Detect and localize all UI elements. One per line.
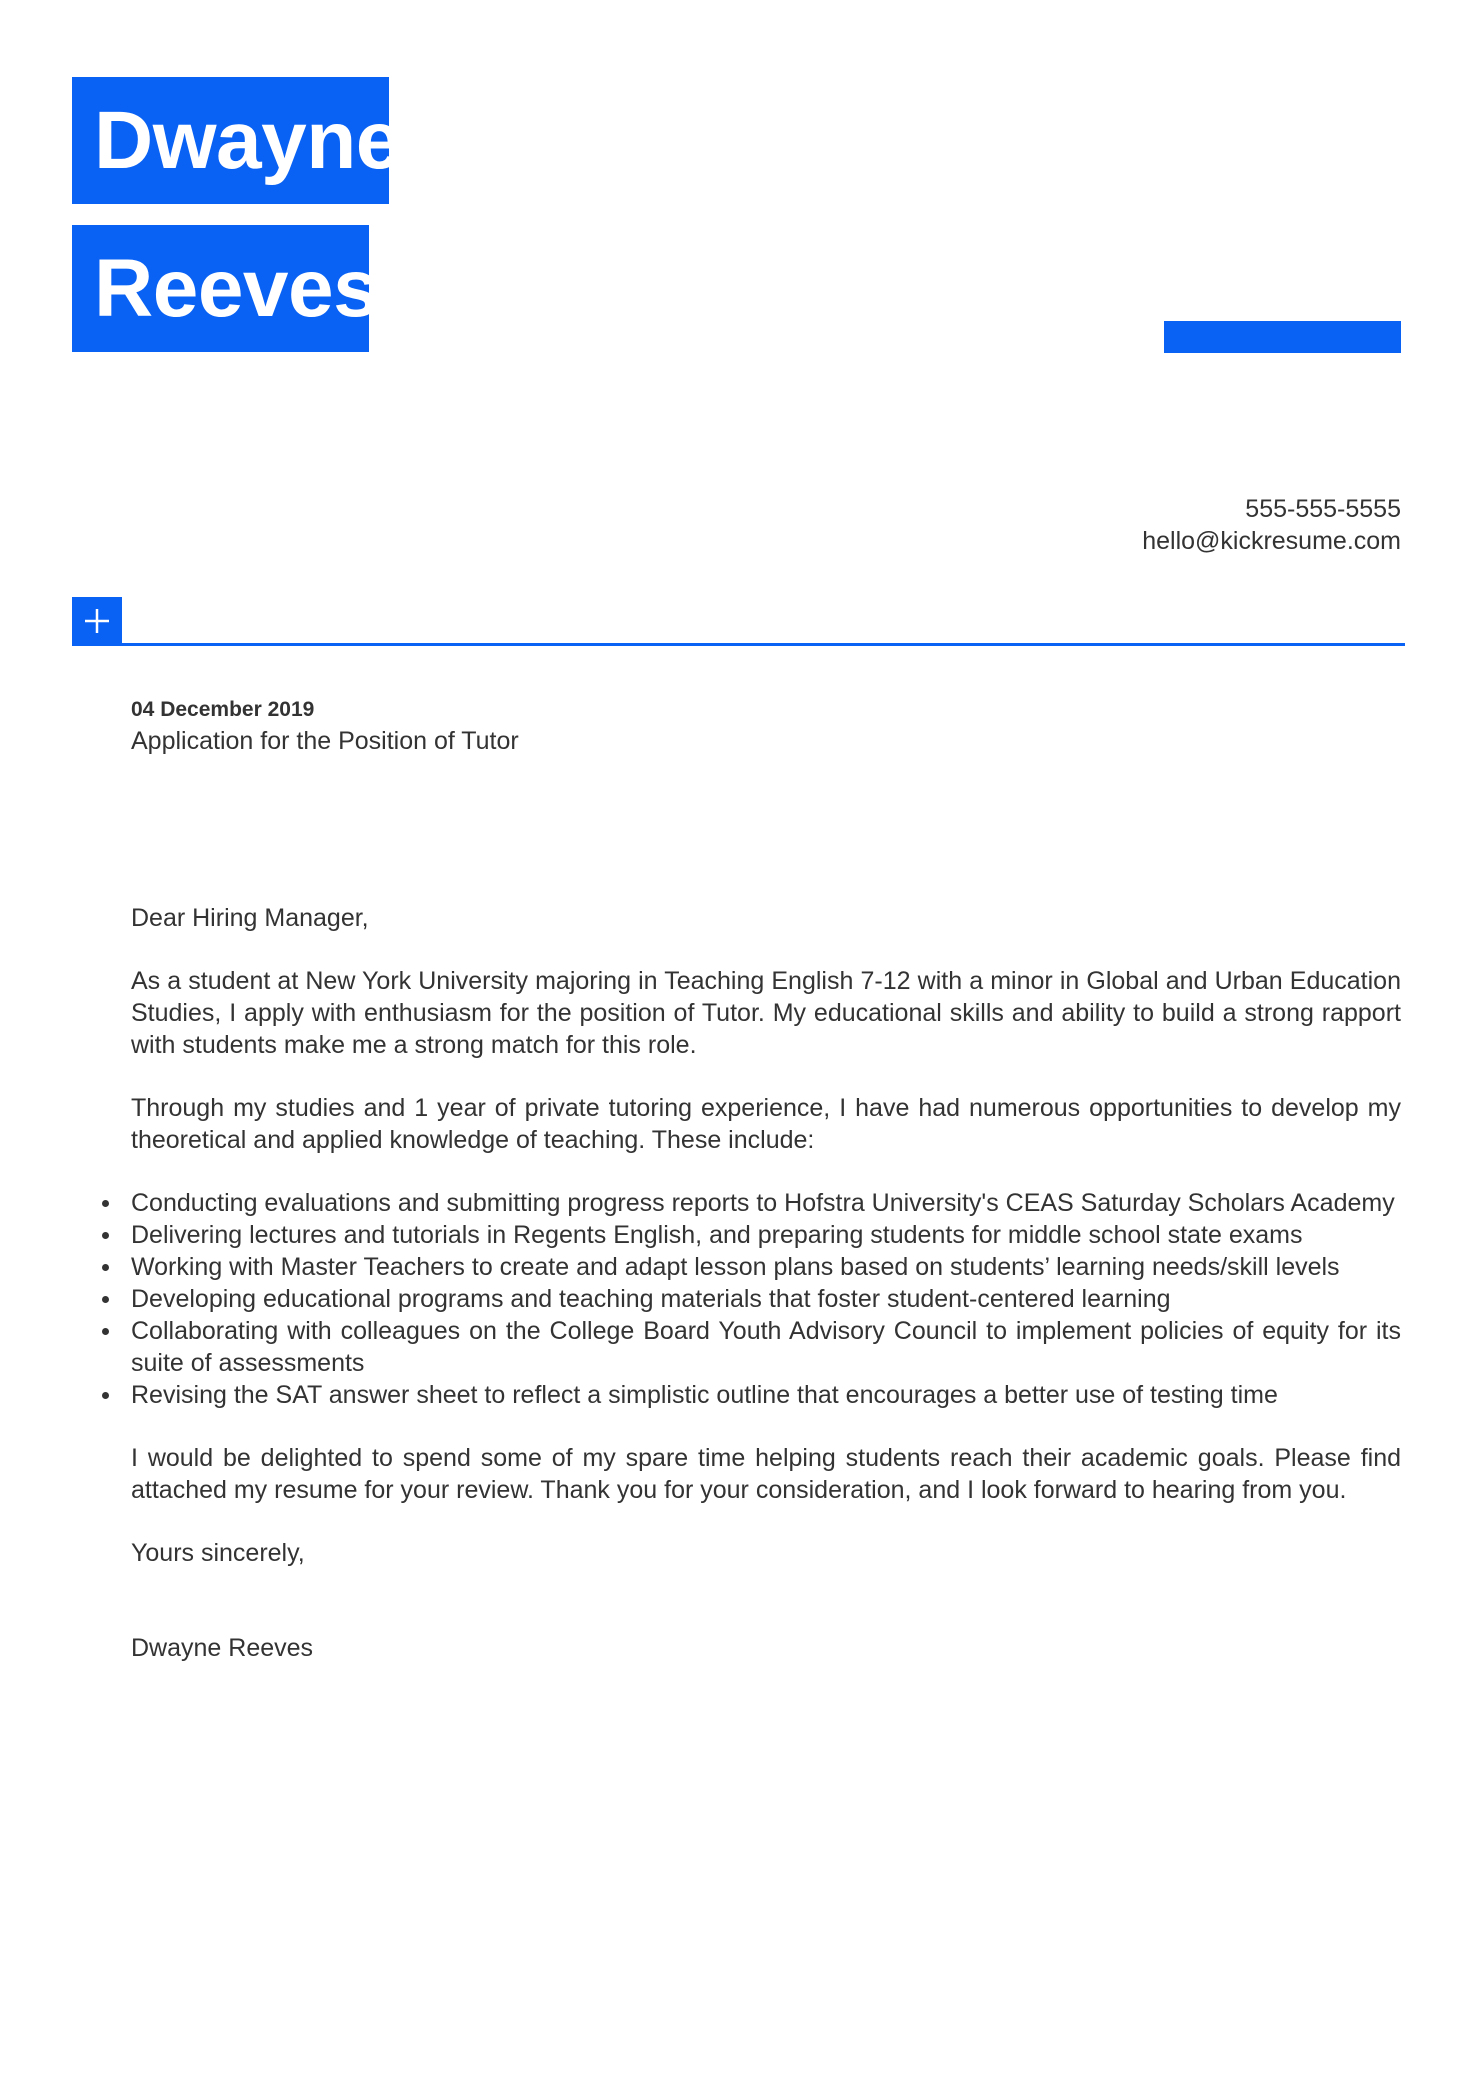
list-item: Delivering lectures and tutorials in Regents English, and preparing students for middle school state exams — [131, 1219, 1401, 1251]
last-name-block — [72, 225, 379, 352]
list-item: Developing educational programs and teaching materials that foster student-centered learning — [131, 1283, 1401, 1315]
closing: Yours sincerely, — [131, 1539, 305, 1567]
paragraph: As a student at New York University majoring in Teaching English 7-12 with a minor in Global and Urban Education Studies, I apply with enthusiasm for the position of Tutor. My educational skills and ability to build a strong rapport with students make me a strong match for this role. — [131, 967, 1401, 1059]
paragraph: Through my studies and 1 year of private tutoring experience, I have had numerous opportunities to develop my theoretical and applied knowledge of teaching. These include: — [131, 1094, 1401, 1154]
list-item: Revising the SAT answer sheet to reflect a simplistic outline that encourages a better use of testing time — [131, 1379, 1401, 1411]
list-item: Working with Master Teachers to create and adapt lesson plans based on students’ learning needs/skill levels — [131, 1251, 1401, 1283]
experience-list — [131, 1187, 1401, 1411]
last-name: Reeves — [94, 242, 379, 334]
section-divider — [72, 643, 1405, 646]
list-item: Conducting evaluations and submitting progress reports to Hofstra University's CEAS Saturday Scholars Academy — [131, 1187, 1401, 1219]
letter-body — [131, 695, 1401, 1664]
accent-bar — [1164, 321, 1401, 353]
plus-icon — [72, 597, 122, 645]
contact-phone: 555-555-5555 — [1245, 495, 1401, 523]
contact-email: hello@kickresume.com — [1142, 527, 1401, 555]
letter-date: 04 December 2019 — [131, 698, 315, 721]
letter-subject: Application for the Position of Tutor — [131, 727, 519, 755]
list-item: Collaborating with colleagues on the College Board Youth Advisory Council to implement policies of equity for its suite of assessments — [131, 1317, 1401, 1377]
signature: Dwayne Reeves — [131, 1634, 314, 1662]
first-name-block — [72, 77, 401, 204]
first-name: Dwayne — [94, 94, 401, 186]
salutation: Dear Hiring Manager, — [131, 904, 369, 932]
closing-paragraph: I would be delighted to spend some of my spare time helping students reach their academic goals. Please find attached my resume for your review. Thank you for your consideration, and I look forward to hearing from you. — [131, 1444, 1401, 1504]
